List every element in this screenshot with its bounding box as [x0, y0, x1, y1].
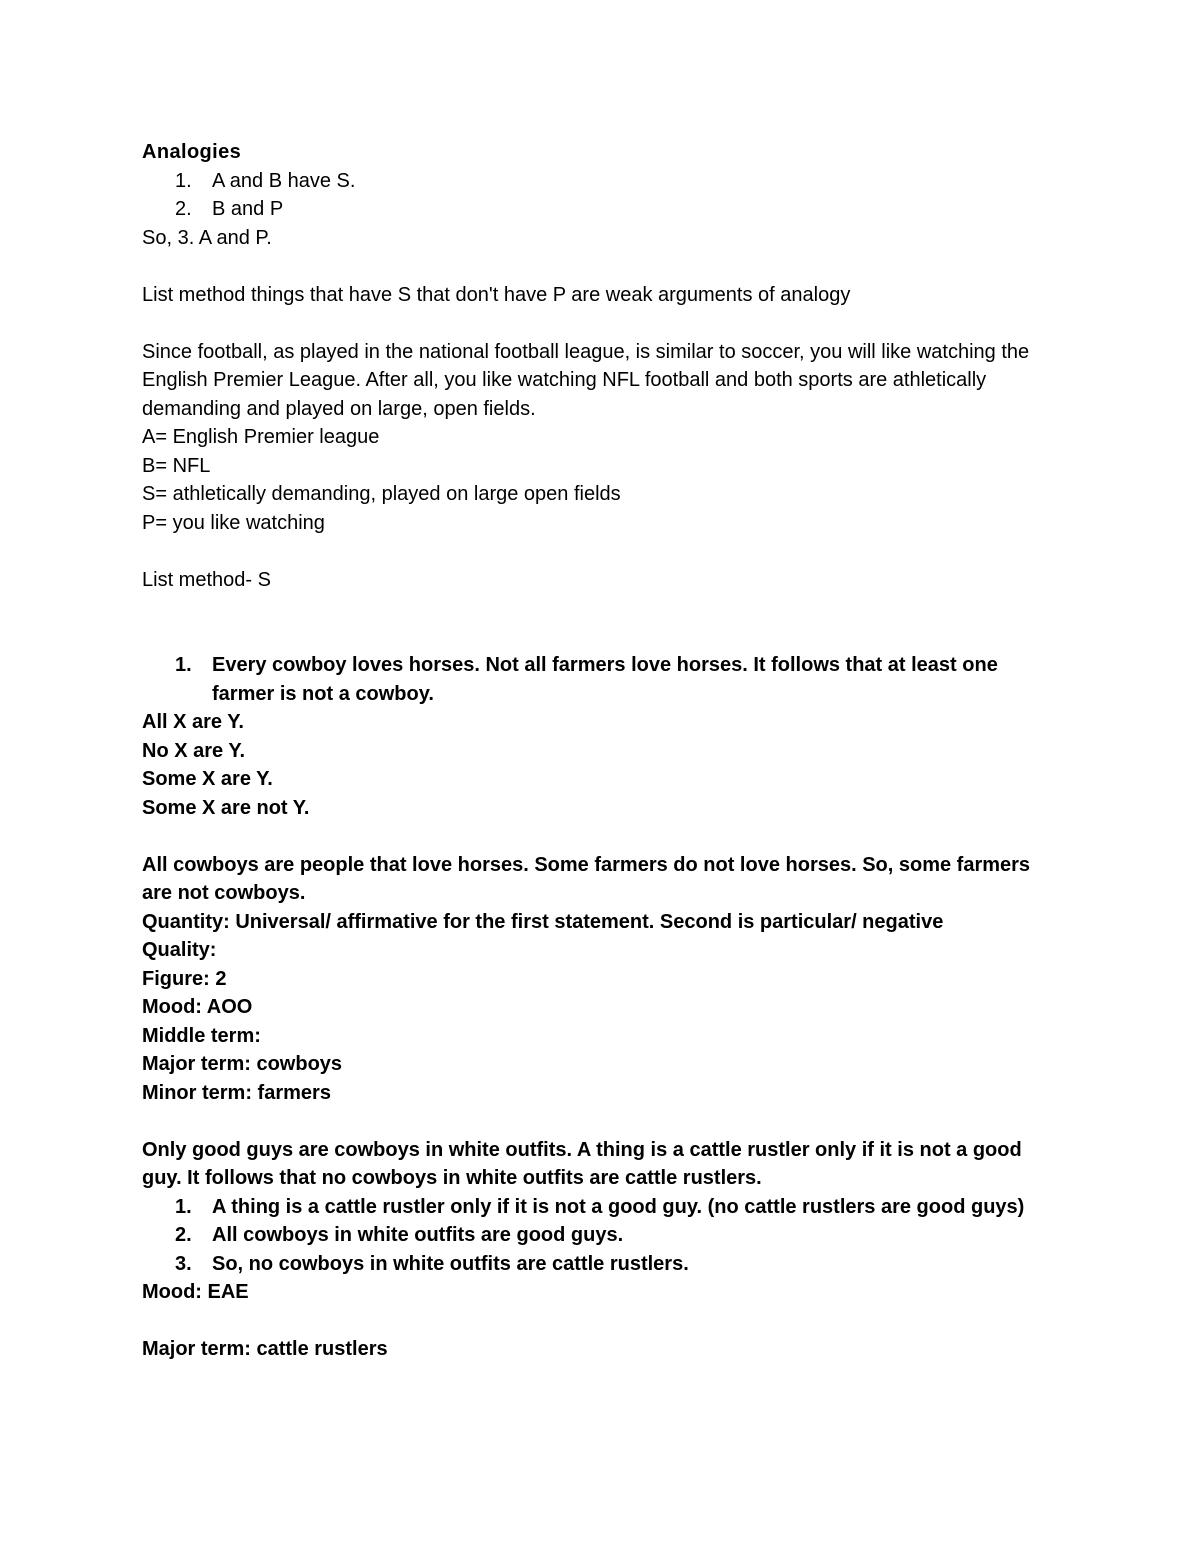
definition-a: A= English Premier league: [142, 426, 380, 448]
list-method-s: List method- S: [142, 568, 271, 591]
list-method-note: List method things that have S that don't have P are weak arguments of analogy: [142, 283, 851, 306]
blank-line: [142, 1307, 1062, 1336]
analysis-quality: Quality:: [142, 939, 217, 961]
form-a: All X are Y.: [142, 711, 244, 733]
rustler-major-term: Major term: cattle rustlers: [142, 1338, 388, 1360]
rustler-step: [142, 1193, 1062, 1222]
analogy-conclusion: So, 3. A and P.: [142, 226, 272, 249]
cowboy-problem-item: [142, 651, 1062, 708]
rustler-step: [142, 1250, 1062, 1279]
form-e: No X are Y.: [142, 739, 246, 762]
football-paragraph: Since football, as played in the national football league, is similar to soccer, you will like watching the English Premier League. After all, you like watching NFL football and both sports are athletically demanding and played on large, open fields.: [142, 340, 1030, 420]
blank-line: [142, 594, 1062, 651]
rustler-steps-list: [142, 1193, 1062, 1279]
rustler-step: [142, 1221, 1062, 1250]
definition-s: S= athletically demanding, played on large open fields: [142, 483, 621, 505]
list-number: 3.: [175, 1252, 192, 1275]
definition-b: B= NFL: [142, 454, 211, 477]
blank-line: [142, 822, 1062, 851]
analysis-middle-term: Middle term:: [142, 1024, 261, 1047]
analogy-item: [142, 167, 1062, 196]
list-item-text: A thing is a cattle rustler only if it is not a good guy. (no cattle rustlers are good guys): [212, 1195, 1025, 1218]
blank-line: [142, 309, 1062, 338]
analysis-quantity: Quantity: Universal/ affirmative for the first statement. Second is particular/ negative: [142, 910, 944, 933]
rustler-mood: Mood: EAE: [142, 1281, 249, 1303]
analysis-minor-term: Minor term: farmers: [142, 1081, 331, 1104]
list-number: 1.: [175, 1195, 192, 1218]
rustler-statement: Only good guys are cowboys in white outfits. A thing is a cattle rustler only if it is not a good guy. It follows that no cowboys in white outfits are cattle rustlers.: [142, 1138, 1022, 1189]
list-number: 2.: [175, 1224, 192, 1246]
analysis-figure: Figure: 2: [142, 967, 227, 990]
cowboy-restatement: All cowboys are people that love horses. Some farmers do not love horses. So, some farmers are not cowboys.: [142, 853, 1031, 904]
list-item-text: A and B have S.: [212, 169, 356, 192]
analysis-mood: Mood: AOO: [142, 996, 253, 1018]
document-body: [142, 138, 1062, 1364]
blank-line: [142, 1107, 1062, 1136]
blank-line: [142, 537, 1062, 566]
analogy-item: [142, 195, 1062, 224]
cowboy-problem-list: [142, 651, 1062, 708]
list-item-text: B and P: [212, 198, 284, 220]
list-number: 1.: [175, 169, 192, 192]
analogies-heading: Analogies: [142, 141, 242, 163]
list-item-text: Every cowboy loves horses. Not all farmers love horses. It follows that at least one farmer is not a cowboy.: [212, 654, 998, 705]
form-o: Some X are not Y.: [142, 796, 310, 819]
blank-line: [142, 252, 1062, 281]
analogies-list: [142, 167, 1062, 224]
analysis-major-term: Major term: cowboys: [142, 1053, 343, 1075]
list-number: 2.: [175, 198, 192, 220]
definition-p: P= you like watching: [142, 511, 325, 534]
form-i: Some X are Y.: [142, 768, 273, 790]
list-item-text: All cowboys in white outfits are good guys.: [212, 1224, 624, 1246]
list-item-text: So, no cowboys in white outfits are cattle rustlers.: [212, 1252, 689, 1275]
list-number: 1.: [175, 654, 192, 676]
